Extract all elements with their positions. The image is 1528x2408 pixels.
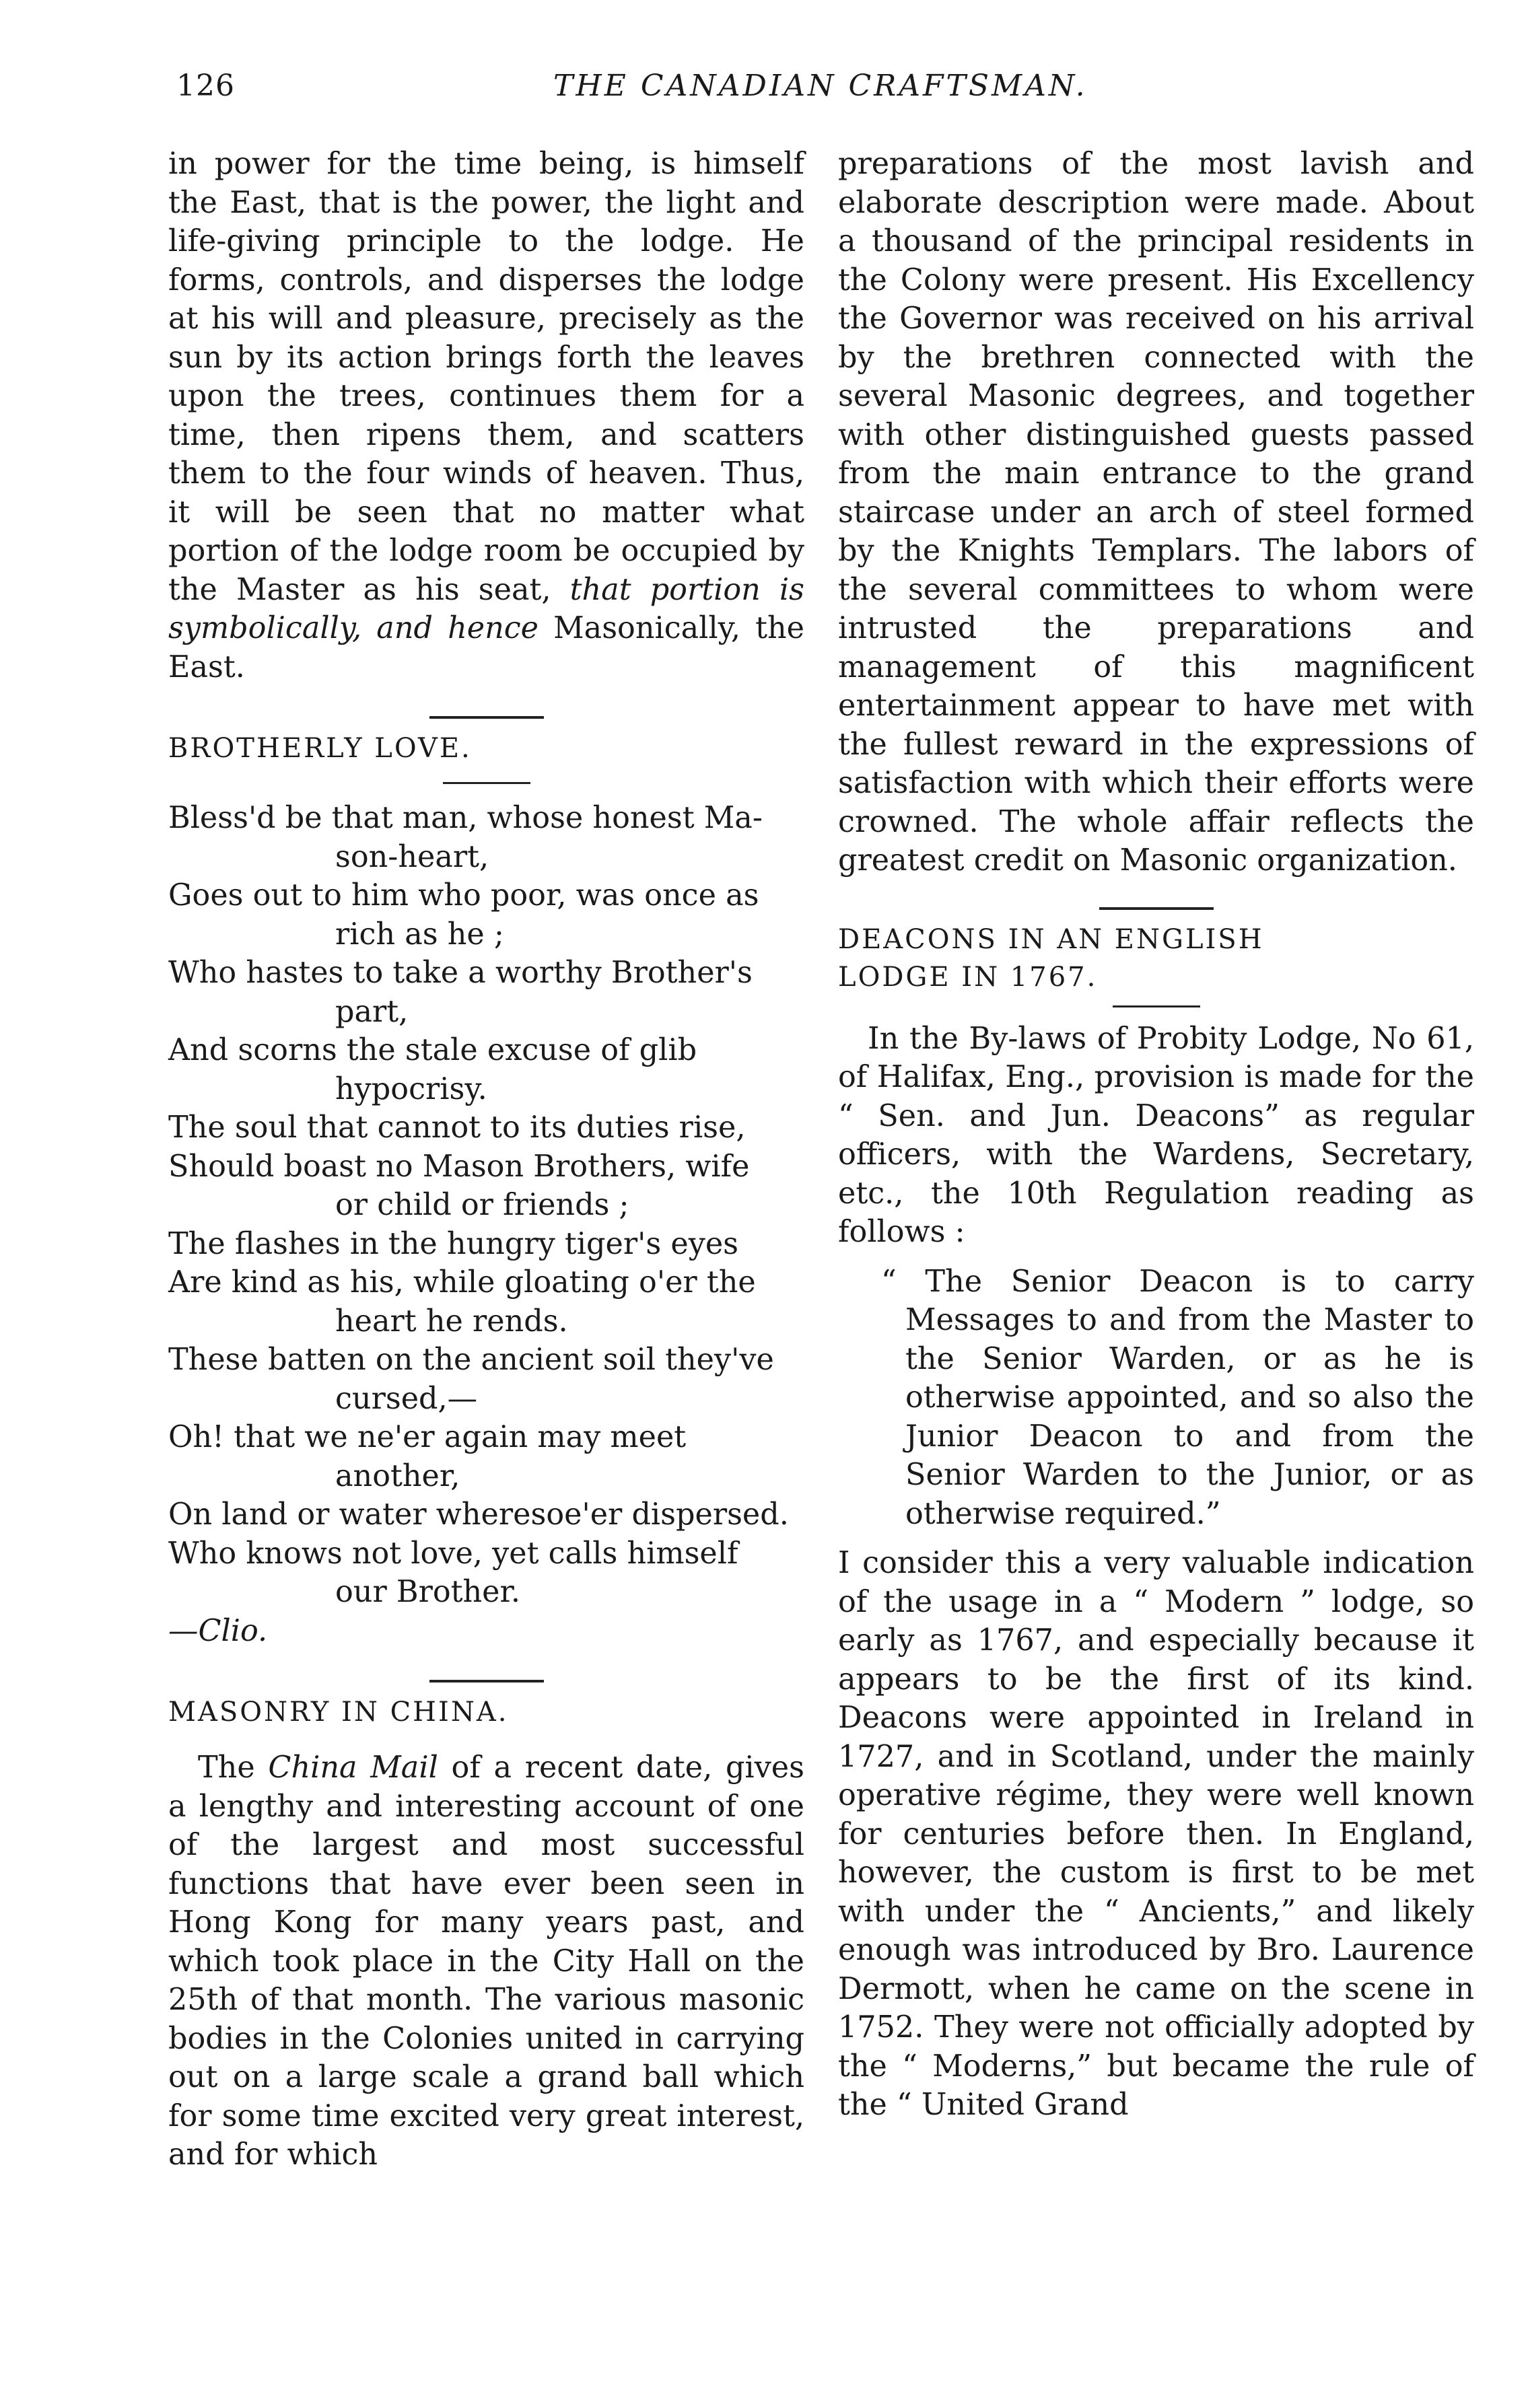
opening-end-text: Masonically, the East. — [168, 611, 804, 684]
china-mail-italic: China Mail — [268, 1750, 438, 1785]
poem-line-continuation: heart he rends. — [335, 1304, 568, 1339]
china-text-rest: of a recent date, gives a lengthy and interesting account of one of the largest and most successful functions that have ever been seen in Hong Kong for many years past, and which took place in the City Hall on the 25th of that month. The various masonic bodies in the Colonies united in carrying out on a large scale a grand ball which for some time excited very great interest, and for which — [168, 1750, 804, 2172]
poem-line — [168, 1495, 804, 1534]
poem-line-text: Who knows not love, yet calls himself — [168, 1536, 738, 1571]
opening-text: in power for the time being, is himself the East, that is the power, the light and life-giving principle to the lodge. He forms, controls, and disperses the lodge at his will and pleasure, precisely as the sun by its action brings forth the leaves upon the trees, continues them for a time, then ripens them, and scatters them to the four winds of heaven. Thus, it will be seen that no matter what portion of the lodge room be occupied by the Master as his seat, — [168, 147, 804, 607]
poem — [168, 799, 804, 1612]
poem-line — [168, 1263, 804, 1341]
left-column — [168, 145, 804, 2174]
poem-title: BROTHERLY LOVE. — [168, 733, 472, 764]
poem-line-text: The soul that cannot to its duties rise, — [168, 1110, 746, 1145]
poem-line — [168, 1418, 804, 1495]
poem-line-text: These batten on the ancient soil they've — [168, 1343, 774, 1377]
poem-line — [168, 1031, 804, 1108]
china-paragraph — [168, 1748, 804, 2174]
poem-line — [168, 1225, 804, 1264]
poem-line-continuation: rich as he ; — [335, 917, 504, 952]
page-number: 126 — [176, 69, 235, 103]
poem-line — [168, 876, 804, 954]
opening-paragraph — [168, 145, 804, 686]
poem-line-text: Bless'd be that man, whose honest Ma- — [168, 801, 763, 835]
deacons-title-line-1: DEACONS IN AN ENGLISH — [838, 923, 1264, 955]
opening-italic-text: that portion is symbolically, and hence — [168, 572, 804, 645]
poem-signature: —Clio. — [168, 1613, 268, 1648]
poem-line-text: And scorns the stale excuse of glib — [168, 1033, 697, 1067]
poem-line-text: Who hastes to take a worthy Brother's — [168, 956, 753, 990]
right-column — [838, 145, 1474, 2125]
poem-line-text: The flashes in the hungry tiger's eyes — [168, 1226, 738, 1261]
poem-line-continuation: our Brother. — [335, 1575, 521, 1609]
running-title: THE CANADIAN CRAFTSMAN. — [553, 69, 1088, 103]
poem-line-continuation: hypocrisy. — [335, 1071, 487, 1106]
poem-line-continuation: part, — [335, 994, 409, 1029]
poem-line — [168, 1108, 804, 1147]
poem-line — [168, 954, 804, 1031]
poem-line-continuation: son-heart, — [335, 839, 489, 874]
china-title: MASONRY IN CHINA. — [168, 1697, 509, 1728]
deacons-title-line-2: LODGE IN 1767. — [838, 961, 1098, 993]
poem-line-text: Goes out to him who poor, was once as — [168, 878, 759, 913]
poem-line-text: Should boast no Mason Brothers, wife — [168, 1149, 750, 1184]
poem-line-continuation: another, — [335, 1458, 460, 1493]
deacons-quote: “ The Senior Deacon is to carry Messages to and from the Master to the Senior Warden, or as he is otherwise appointed, and so also the Junior Deacon to and from the Senior Warden to the Junior, or as otherwise required.” — [881, 1264, 1474, 1531]
poem-line-text: Oh! that we ne'er again may meet — [168, 1420, 687, 1454]
deacons-paragraph-2: I consider this a very valuable indication of the usage in a “ Modern ” lodge, so early as 1767, and especially because it appears to be the first of its kind. Deacons were appointed in Ireland in 1727, and in Scotland, under the mainly operative régime, they were well known for centuries before then. In England, however, the custom is first to be met with under the “ Ancients,” and likely enough was introduced by Bro. Laurence Dermott, when he came on the scene in 1752. They were not officially adopted by the “ Moderns,” but became the rule of the “ United Grand — [838, 1546, 1474, 2122]
page-header — [176, 69, 1462, 116]
china-continued-paragraph: preparations of the most lavish and elaborate description were made. About a thousand of the principal residents in the Colony were present. His Excellency the Governor was received on his arrival by the brethren connected with the several Masonic degrees, and together with other distinguished guests passed from the main entrance to the grand staircase under an arch of steel formed by the Knights Templars. The labors of the several committees to whom were intrusted the preparations and management of this magnificent entertainment appear to have met with the fullest reward in the expressions of satisfaction with which their efforts were crowned. The whole affair reflects the greatest credit on Masonic organization. — [838, 147, 1474, 878]
poem-line-continuation: cursed,— — [335, 1381, 478, 1416]
poem-line — [168, 1147, 804, 1225]
poem-line-text: Are kind as his, while gloating o'er the — [168, 1265, 756, 1300]
poem-line — [168, 1534, 804, 1612]
poem-line — [168, 1341, 804, 1418]
poem-line-continuation: or child or friends ; — [335, 1188, 629, 1222]
china-text-start: The — [198, 1750, 255, 1785]
deacons-paragraph-1: In the By-laws of Probity Lodge, No 61, of Halifax, Eng., provision is made for the “ Sen. and Jun. Deacons” as regular officers, with the Wardens, Secretary, etc., the 10th Regulation reading as follows : — [838, 1021, 1474, 1249]
poem-line-text: On land or water wheresoe'er dispersed. — [168, 1497, 789, 1532]
poem-line — [168, 799, 804, 876]
